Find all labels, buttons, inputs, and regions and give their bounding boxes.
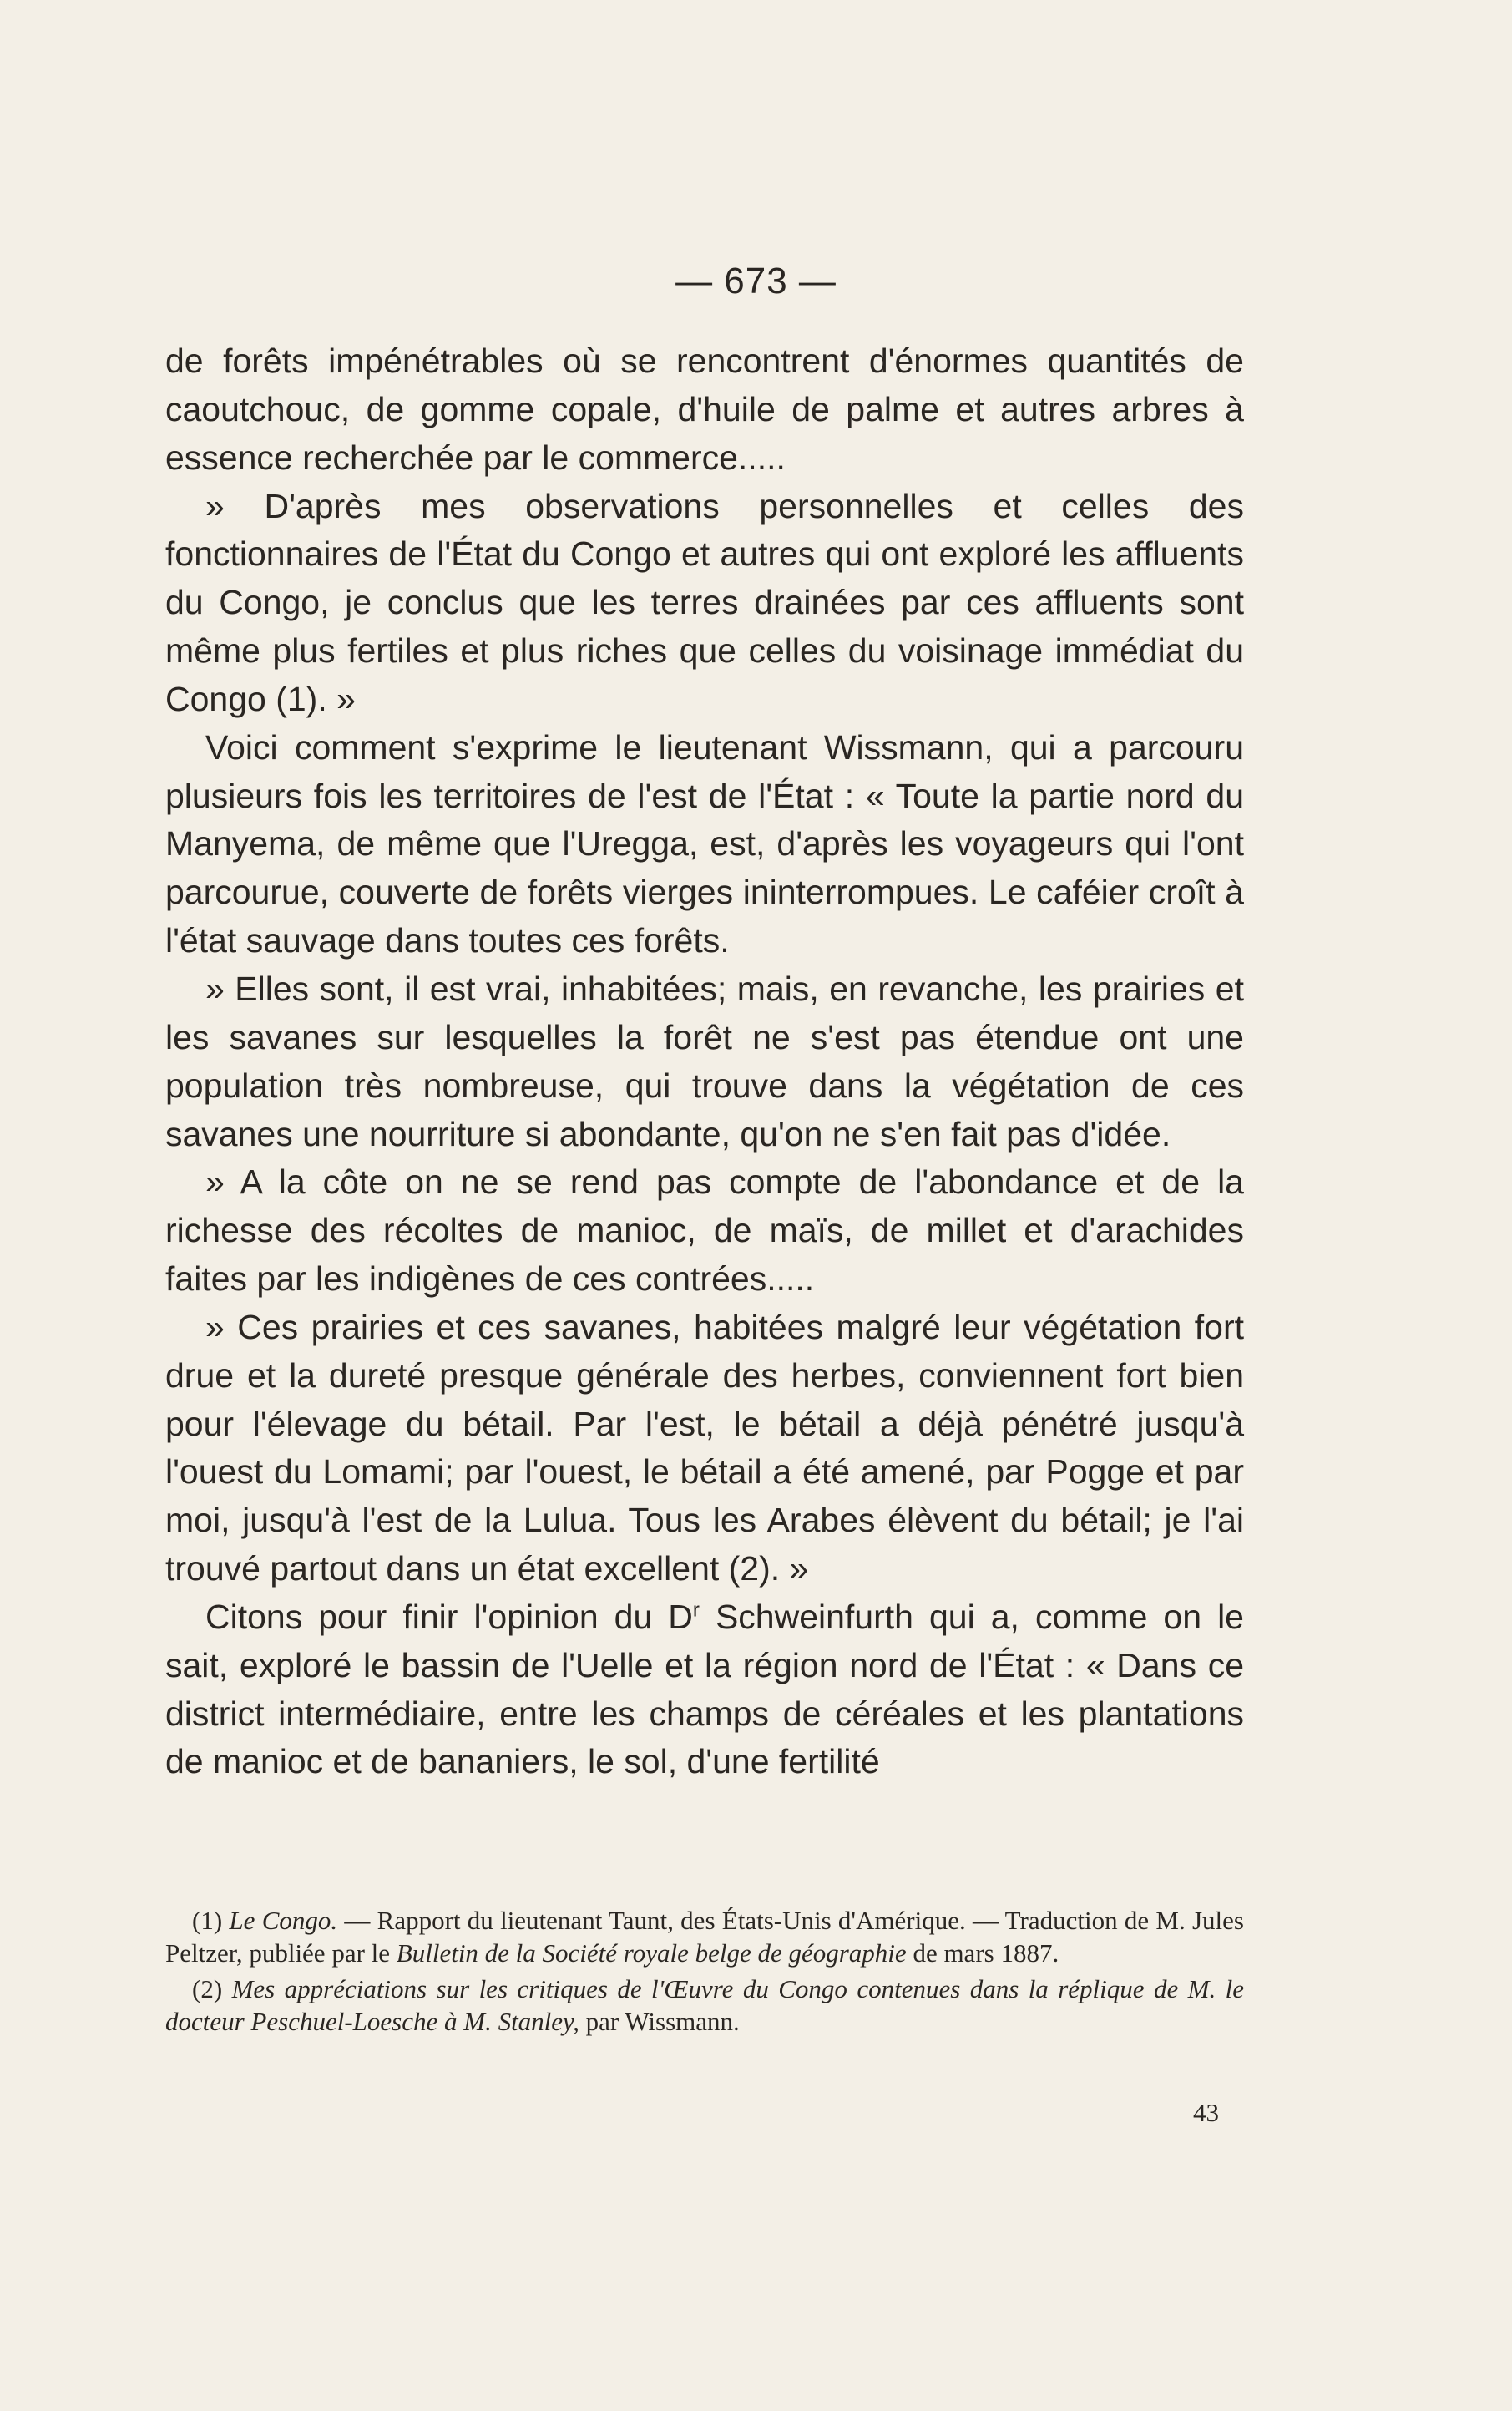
footnote-marker: (1)	[192, 1906, 230, 1935]
paragraph-text: Schweinfurth qui a, comme on le sait, exploré le bassin de l'Uelle et la région nord de l'État : « Dans ce district intermédiaire, entre les champs de céréales et les plantations de manioc et de bananiers, le sol, d'une fertilité	[165, 1597, 1244, 1781]
paragraph: » A la côte on ne se rend pas compte de l'abondance et de la richesse des récoltes de manioc, de maïs, de millet et d'arachides faites par les indigènes de ces contrées.....	[165, 1162, 1244, 1299]
paragraph-text: Citons pour finir l'opinion du D	[205, 1597, 693, 1636]
signature-mark: 43	[1193, 2098, 1219, 2127]
footnote-1	[165, 1904, 1244, 1969]
footnote-2	[165, 1973, 1244, 2038]
page-number: — 673 —	[675, 261, 837, 301]
footnote-title: Le Congo.	[229, 1906, 338, 1935]
paragraph: » D'après mes observations personnelles et celles des fonctionnaires de l'État du Congo et autres qui ont exploré les affluents du Congo, je conclus que les terres drainées par ces affluents sont même plus fertiles et plus riches que celles du voisinage immédiat du Congo (1). »	[165, 486, 1244, 718]
paragraph: Voici comment s'exprime le lieutenant Wissmann, qui a parcouru plusieurs fois les territoires de l'est de l'État : « Toute la partie nord du Manyema, de même que l'Uregga, est, d'après les voyageurs qui l'ont parcourue, couverte de forêts vierges ininterrompues. Le caféier croît à l'état sauvage dans toutes ces forêts.	[165, 727, 1244, 960]
footnotes	[165, 1904, 1244, 2041]
superscript: r	[692, 1598, 700, 1622]
paragraph: » Elles sont, il est vrai, inhabitées; mais, en revanche, les prairies et les savanes sur lesquelles la forêt ne s'est pas étendue ont une population très nombreuse, qui trouve dans la végétation de ces savanes une nourriture si abondante, qu'on ne s'en fait pas d'idée.	[165, 969, 1244, 1153]
paragraph: » Ces prairies et ces savanes, habitées malgré leur végétation fort drue et la dureté presque générale des herbes, conviennent fort bien pour l'élevage du bétail. Par l'est, le bétail a déjà pénétré jusqu'à l'ouest du Lomami; par l'ouest, le bétail a été amené, par Pogge et par moi, jusqu'à l'est de la Lulua. Tous les Arabes élèvent du bétail; je l'ai trouvé partout dans un état excellent (2). »	[165, 1307, 1244, 1588]
footnote-text: de mars 1887.	[906, 1938, 1059, 1968]
paragraph	[165, 1593, 1244, 1786]
paragraph: de forêts impénétrables où se rencontrent d'énormes quantités de caoutchouc, de gomme copale, d'huile de palme et autres arbres à essence recherchée par le commerce.....	[165, 342, 1244, 477]
footnote-journal: Bulletin de la Société royale belge de géographie	[396, 1938, 907, 1968]
footnote-title: Mes appréciations sur les critiques de l'Œuvre du Congo contenues dans la réplique de M. le docteur Peschuel-Loesche à M. Stanley,	[165, 1974, 1244, 2036]
footnote-marker: (2)	[192, 1974, 232, 2003]
footnote-text: — Rapport du lieutenant Taunt, des États-Unis d'Amérique. — Traduction de M. Jules Peltzer, publiée par le	[165, 1906, 1244, 1968]
body-text	[165, 337, 1244, 1786]
footnote-text: par Wissmann.	[579, 2007, 740, 2036]
